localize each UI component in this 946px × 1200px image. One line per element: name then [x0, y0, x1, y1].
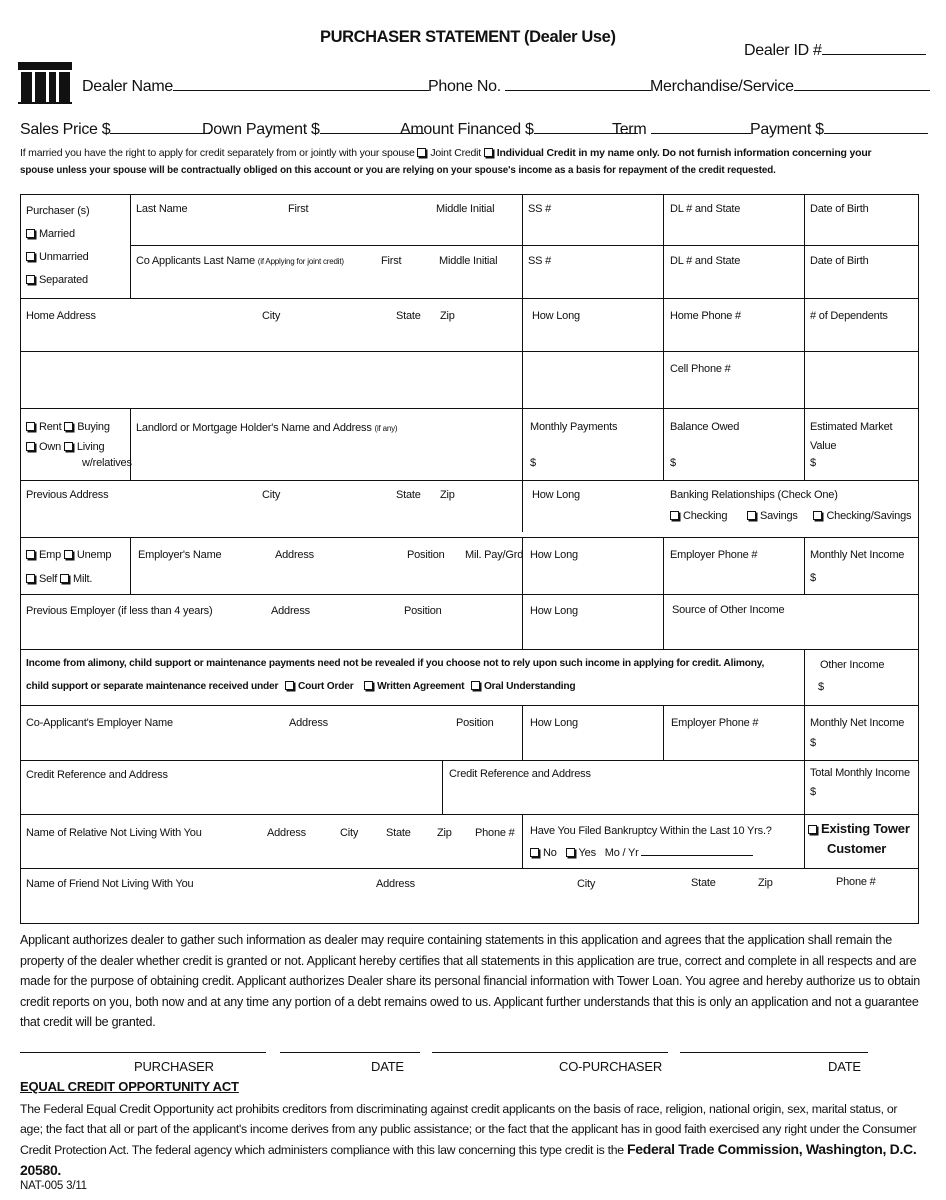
ss-label: SS # — [528, 203, 552, 215]
separated-checkbox[interactable] — [26, 275, 35, 284]
col-divider — [804, 760, 805, 814]
prev-state-label: State — [396, 489, 421, 501]
court-order-checkbox[interactable] — [285, 681, 294, 690]
middle-initial-label: Middle Initial — [436, 203, 495, 215]
col-divider — [522, 814, 523, 868]
prev-emp-how-long-label: How Long — [530, 605, 578, 617]
employers-name-label: Employer's Name — [138, 549, 222, 561]
co-applicant-last-name-label: Co Applicants Last Name (if Applying for joint credit) — [136, 255, 344, 267]
co-purchaser-signature-line[interactable] — [432, 1052, 668, 1053]
state-label: State — [396, 310, 421, 322]
col-divider — [130, 537, 131, 594]
balance-owed-dollar: $ — [670, 457, 676, 469]
own-checkbox[interactable] — [26, 442, 35, 451]
form-code: NAT-005 3/11 — [20, 1180, 87, 1192]
relative-zip-label: Zip — [437, 827, 452, 839]
row-divider — [20, 649, 918, 650]
col-divider — [804, 705, 805, 760]
col-divider — [804, 537, 805, 594]
bankruptcy-no-checkbox[interactable] — [530, 848, 539, 857]
self-milt-options: Self Milt. — [26, 572, 92, 586]
ftc-agency: Federal Trade Commission, Washington, D.C. 20580. — [20, 1141, 917, 1178]
phone-field[interactable] — [505, 78, 651, 91]
col-divider — [663, 194, 664, 480]
market-value-dollar: $ — [810, 457, 816, 469]
sales-price-field[interactable] — [110, 121, 210, 134]
payment-field[interactable] — [824, 121, 928, 134]
purchaser-signature-line[interactable] — [20, 1052, 266, 1053]
co-first-label: First — [381, 255, 402, 267]
estimated-market-label: Estimated Market — [810, 421, 893, 433]
cell-phone-label: Cell Phone # — [670, 363, 731, 375]
co-emp-how-long-label: How Long — [530, 717, 578, 729]
banking-label: Banking Relationships (Check One) — [670, 489, 838, 501]
w-relatives-label: w/relatives — [82, 457, 132, 469]
prev-zip-label: Zip — [440, 489, 455, 501]
existing-customer-option: Existing Tower — [808, 822, 910, 836]
previous-address-label: Previous Address — [26, 489, 109, 501]
row-divider — [130, 245, 918, 246]
how-long-label: How Long — [532, 310, 580, 322]
first-name-label: First — [288, 203, 309, 215]
merchandise-field[interactable] — [794, 78, 930, 91]
friend-state-label: State — [691, 877, 716, 889]
monthly-payments-dollar: $ — [530, 457, 536, 469]
co-monthly-net-income-label: Monthly Net Income — [810, 717, 905, 729]
phone-group — [428, 78, 651, 96]
oral-understanding-checkbox[interactable] — [471, 681, 480, 690]
purchaser-label: Purchaser (s) — [26, 205, 90, 217]
friend-zip-label: Zip — [758, 877, 773, 889]
col-divider — [442, 760, 443, 814]
friend-city-label: City — [577, 878, 596, 890]
married-notice-line1: If married you have the right to apply for credit separately from or jointly with your spouse Joint Credit Individual Credit in my name only. Do not furnish information concerning your — [20, 147, 872, 159]
emp-how-long-label: How Long — [530, 549, 578, 561]
col-divider — [804, 814, 805, 868]
rent-buying-options: Rent Buying — [26, 420, 110, 434]
checking-checkbox[interactable] — [670, 511, 679, 520]
alimony-notice-line1: Income from alimony, child support or maintenance payments need not be revealed if you choose not to rely upon such income in applying for credit. Alimony, — [26, 658, 765, 669]
self-checkbox[interactable] — [26, 574, 35, 583]
relative-label: Name of Relative Not Living With You — [26, 827, 202, 839]
bankruptcy-yes-checkbox[interactable] — [566, 848, 575, 857]
date1-label: DATE — [371, 1059, 404, 1074]
bankruptcy-label: Have You Filed Bankruptcy Within the Last 10 Yrs.? — [530, 825, 772, 837]
buying-checkbox[interactable] — [64, 422, 73, 431]
col-divider — [804, 649, 805, 705]
dealer-id-field[interactable] — [822, 42, 926, 55]
form-title: PURCHASER STATEMENT (Dealer Use) — [320, 28, 616, 46]
co-dob-label: Date of Birth — [810, 255, 869, 267]
col-divider — [522, 705, 523, 760]
payment-group — [750, 121, 928, 139]
credit-reference-1-label: Credit Reference and Address — [26, 769, 168, 781]
sales-price-group — [20, 121, 210, 139]
emp-unemp-options: Emp Unemp — [26, 548, 111, 562]
last-name-label: Last Name — [136, 203, 188, 215]
savings-checkbox[interactable] — [747, 511, 756, 520]
mil-pay-label: Mil. Pay/Grd — [465, 549, 524, 561]
dob-label: Date of Birth — [810, 203, 869, 215]
col-divider — [663, 705, 664, 760]
own-living-options: Own Living — [26, 440, 104, 454]
down-payment-label: Down Payment $ — [202, 121, 320, 138]
city-label: City — [262, 310, 281, 322]
term-group — [612, 121, 751, 139]
friend-label: Name of Friend Not Living With You — [26, 878, 194, 890]
relative-address-label: Address — [267, 827, 306, 839]
phone-label: Phone No. — [428, 78, 501, 95]
existing-customer-label-2: Customer — [827, 841, 887, 856]
co-employer-address-label: Address — [289, 717, 328, 729]
employer-address-label: Address — [275, 549, 314, 561]
unmarried-option: Unmarried — [26, 250, 89, 264]
term-label: Term — [612, 121, 647, 138]
home-address-label: Home Address — [26, 310, 96, 322]
married-checkbox[interactable] — [26, 229, 35, 238]
individual-credit-checkbox[interactable] — [484, 148, 493, 157]
alimony-notice-line2: child support or separate maintenance received under Court Order Written Agreement Oral Understanding — [26, 681, 576, 692]
date2-label: DATE — [828, 1059, 861, 1074]
col-divider — [663, 594, 664, 649]
relative-city-label: City — [340, 827, 359, 839]
col-divider — [522, 194, 523, 532]
co-employer-label: Co-Applicant's Employer Name — [26, 717, 173, 729]
col-divider — [663, 537, 664, 594]
co-employer-phone-label: Employer Phone # — [671, 717, 759, 729]
source-other-income-label: Source of Other Income — [672, 604, 785, 616]
zip-label: Zip — [440, 310, 455, 322]
unemp-checkbox[interactable] — [64, 550, 73, 559]
row-divider — [20, 298, 918, 299]
row-divider — [20, 480, 918, 481]
checking-savings-checkbox[interactable] — [813, 511, 822, 520]
merchandise-group — [650, 78, 930, 96]
tower-loan-logo — [18, 62, 72, 104]
row-divider — [20, 814, 918, 815]
row-divider — [20, 705, 918, 706]
rent-checkbox[interactable] — [26, 422, 35, 431]
row-divider — [20, 594, 918, 595]
dealer-id-group — [744, 42, 926, 60]
previous-employer-label: Previous Employer (if less than 4 years) — [26, 605, 213, 617]
value-label: Value — [810, 440, 837, 452]
employer-position-label: Position — [407, 549, 445, 561]
authorization-text: Applicant authorizes dealer to gather such information as dealer may require containing statements in this application and agrees that the application shall remain the property of the dealer whether credit is granted or not. Applicant hereby certifies that all statements in this application are true, correct and complete in all respects and are made for the purpose of obtaining credit. Applicant authorizes Dealer share its personal financial information with Tower Loan. You agree and hereby authorize us to obtain credit reports on you, both now and at any time any portion of a debt remains owed to us. Applicant further understands that this is only an application and not a guarantee that credit will be granted. — [20, 933, 920, 1029]
prev-how-long-label: How Long — [532, 489, 580, 501]
other-income-label: Other Income — [820, 659, 885, 671]
col-divider — [130, 194, 131, 298]
prev-emp-position-label: Position — [404, 605, 442, 617]
dealer-name-group — [82, 78, 429, 96]
dealer-name-field[interactable] — [173, 78, 429, 91]
relative-state-label: State — [386, 827, 411, 839]
emp-checkbox[interactable] — [26, 550, 35, 559]
friend-address-label: Address — [376, 878, 415, 890]
col-divider — [804, 194, 805, 480]
home-phone-label: Home Phone # — [670, 310, 741, 322]
down-payment-group — [202, 121, 424, 139]
balance-owed-label: Balance Owed — [670, 421, 740, 433]
monthly-net-income-dollar: $ — [810, 572, 816, 584]
total-monthly-income-label: Total Monthly Income — [810, 767, 910, 779]
co-middle-initial-label: Middle Initial — [439, 255, 498, 267]
row-divider — [20, 408, 918, 409]
date1-line[interactable] — [280, 1052, 420, 1053]
prev-city-label: City — [262, 489, 281, 501]
co-monthly-net-dollar: $ — [810, 737, 816, 749]
amount-financed-label: Amount Financed $ — [400, 121, 534, 138]
prev-emp-address-label: Address — [271, 605, 310, 617]
total-monthly-dollar: $ — [810, 786, 816, 798]
amount-financed-group — [400, 121, 638, 139]
payment-label: Payment $ — [750, 121, 824, 138]
existing-customer-checkbox[interactable] — [808, 825, 817, 834]
ecoa-heading: EQUAL CREDIT OPPORTUNITY ACT — [20, 1079, 239, 1094]
joint-credit-checkbox[interactable] — [417, 148, 426, 157]
row-divider — [20, 537, 918, 538]
separated-option: Separated — [26, 273, 88, 287]
term-field[interactable] — [651, 121, 751, 134]
milt-checkbox[interactable] — [60, 574, 69, 583]
friend-phone-label: Phone # — [836, 876, 876, 888]
monthly-net-income-label: Monthly Net Income — [810, 549, 905, 561]
married-notice-line2: spouse unless your spouse will be contractually obliged on this account or you are relying on your spouse's income as a basis for repayment of the credit requested. — [20, 165, 776, 176]
ecoa-body: The Federal Equal Credit Opportunity act prohibits creditors from discriminating against credit applicants on the basis of race, religion, national origin, sex, marital status, or age; the fact that all or part of the applicant's income derives from any public assistance; or the fact that the applicant has in good faith exercised any right under the Consumer Credit Protection Act. The federal agency which administers compliance with this law concerning this type credit is the Federal Trade Commission, Washington, D.C. 20580. — [20, 1102, 917, 1178]
employer-phone-label: Employer Phone # — [670, 549, 758, 561]
row-divider — [20, 868, 918, 869]
dependents-label: # of Dependents — [810, 310, 888, 322]
co-purchaser-sig-label: CO-PURCHASER — [559, 1059, 663, 1074]
married-option: Married — [26, 227, 75, 241]
dealer-name-label: Dealer Name — [82, 78, 173, 95]
relative-phone-label: Phone # — [475, 827, 515, 839]
row-divider — [20, 760, 918, 761]
co-employer-position-label: Position — [456, 717, 494, 729]
dealer-id-label: Dealer ID # — [744, 42, 822, 59]
other-income-dollar: $ — [818, 681, 824, 693]
banking-options: Checking Savings Checking/Savings — [670, 509, 911, 523]
written-agreement-checkbox[interactable] — [364, 681, 373, 690]
row-divider — [20, 351, 918, 352]
bankruptcy-date-field[interactable] — [641, 844, 753, 856]
living-checkbox[interactable] — [64, 442, 73, 451]
dl-state-label: DL # and State — [670, 203, 741, 215]
landlord-label: Landlord or Mortgage Holder's Name and Address (if any) — [136, 422, 398, 434]
credit-reference-2-label: Credit Reference and Address — [449, 768, 591, 780]
co-dl-state-label: DL # and State — [670, 255, 741, 267]
bankruptcy-options: No Yes Mo / Yr — [530, 844, 753, 860]
merchandise-label: Merchandise/Service — [650, 78, 794, 95]
date2-line[interactable] — [680, 1052, 868, 1053]
co-ss-label: SS # — [528, 255, 552, 267]
unmarried-checkbox[interactable] — [26, 252, 35, 261]
purchaser-sig-label: PURCHASER — [134, 1059, 214, 1074]
sales-price-label: Sales Price $ — [20, 121, 111, 138]
monthly-payments-label: Monthly Payments — [530, 421, 618, 433]
